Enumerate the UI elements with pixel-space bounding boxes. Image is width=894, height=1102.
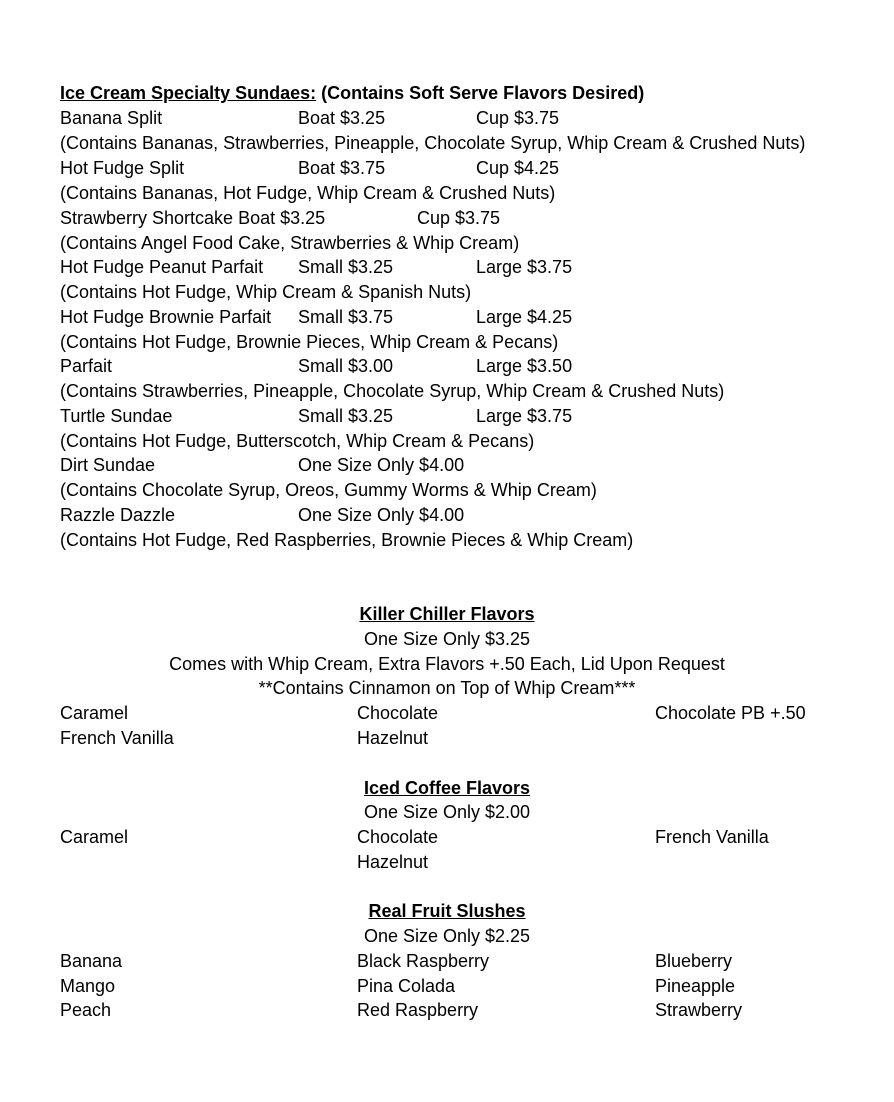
item-price-2: Cup $4.25 <box>476 158 560 178</box>
flavor: Blueberry <box>655 951 733 971</box>
flavor-row <box>0 949 894 974</box>
flavor-row <box>0 974 894 999</box>
item-price-2: Large $3.50 <box>476 356 573 376</box>
item-price-2: Large $3.75 <box>476 257 573 277</box>
sundaes-heading <box>0 81 894 106</box>
item-name: Hot Fudge Split <box>60 158 185 178</box>
item-price-1: Small $3.25 <box>298 257 394 277</box>
iced-coffee-title: Iced Coffee Flavors <box>363 778 531 798</box>
flavor: Caramel <box>60 827 129 847</box>
item-name: Strawberry Shortcake Boat $3.25 <box>60 208 326 228</box>
item-description: (Contains Hot Fudge, Butterscotch, Whip Cream & Pecans) <box>60 431 535 451</box>
slushes-price: One Size Only $2.25 <box>363 926 531 946</box>
flavor: Mango <box>60 976 116 996</box>
flavor: Chocolate <box>357 827 439 847</box>
flavor: French Vanilla <box>60 728 174 748</box>
item-description: (Contains Hot Fudge, Red Raspberries, Brownie Pieces & Whip Cream) <box>60 530 634 550</box>
item-name: Parfait <box>60 356 113 376</box>
flavor: Hazelnut <box>357 852 429 872</box>
menu-item <box>0 255 894 280</box>
item-price-1: One Size Only $4.00 <box>298 505 465 525</box>
killer-chiller-price: One Size Only $3.25 <box>363 629 531 649</box>
item-name: Turtle Sundae <box>60 406 173 426</box>
item-description: (Contains Bananas, Hot Fudge, Whip Cream & Crushed Nuts) <box>60 183 556 203</box>
sundaes-heading-title: Ice Cream Specialty Sundaes: <box>60 83 317 103</box>
flavor: Pina Colada <box>357 976 456 996</box>
menu-item <box>0 503 894 528</box>
item-description: (Contains Hot Fudge, Brownie Pieces, Whip Cream & Pecans) <box>60 332 559 352</box>
flavor-row <box>0 701 894 726</box>
item-description: (Contains Angel Food Cake, Strawberries & Whip Cream) <box>60 233 520 253</box>
menu-item <box>0 106 894 131</box>
killer-chiller-cinnamon-note: **Contains Cinnamon on Top of Whip Cream*** <box>258 678 636 698</box>
item-description: (Contains Strawberries, Pineapple, Chocolate Syrup, Whip Cream & Crushed Nuts) <box>60 381 725 401</box>
flavor: French Vanilla <box>655 827 769 847</box>
flavor-row <box>0 825 894 850</box>
killer-chiller-title: Killer Chiller Flavors <box>359 604 535 624</box>
item-name: Razzle Dazzle <box>60 505 176 525</box>
flavor: Hazelnut <box>357 728 429 748</box>
flavor: Peach <box>60 1000 112 1020</box>
flavor-row <box>0 850 894 875</box>
slushes-title: Real Fruit Slushes <box>368 901 526 921</box>
menu-item <box>0 354 894 379</box>
item-name: Banana Split <box>60 108 163 128</box>
menu-item <box>0 206 894 231</box>
flavor: Red Raspberry <box>357 1000 479 1020</box>
flavor: Strawberry <box>655 1000 743 1020</box>
flavor: Banana <box>60 951 123 971</box>
item-name: Hot Fudge Brownie Parfait <box>60 307 272 327</box>
item-name: Hot Fudge Peanut Parfait <box>60 257 264 277</box>
menu-item <box>0 453 894 478</box>
item-price-1: Boat $3.25 <box>298 108 386 128</box>
item-price-1: Boat $3.75 <box>298 158 386 178</box>
flavor: Chocolate PB +.50 <box>655 703 806 723</box>
item-price-1: Small $3.75 <box>298 307 394 327</box>
flavor-row <box>0 726 894 751</box>
item-price-2: Cup $3.75 <box>417 208 501 228</box>
item-name: Dirt Sundae <box>60 455 156 475</box>
flavor: Chocolate <box>357 703 439 723</box>
flavor-row <box>0 998 894 1023</box>
item-description: (Contains Bananas, Strawberries, Pineapple, Chocolate Syrup, Whip Cream & Crushed Nuts) <box>60 133 806 153</box>
flavor: Caramel <box>60 703 129 723</box>
item-description: (Contains Hot Fudge, Whip Cream & Spanish Nuts) <box>60 282 472 302</box>
menu-item <box>0 305 894 330</box>
item-description: (Contains Chocolate Syrup, Oreos, Gummy Worms & Whip Cream) <box>60 480 597 500</box>
flavor: Black Raspberry <box>357 951 490 971</box>
item-price-2: Large $3.75 <box>476 406 573 426</box>
menu-item <box>0 156 894 181</box>
item-price-1: Small $3.25 <box>298 406 394 426</box>
iced-coffee-price: One Size Only $2.00 <box>363 802 531 822</box>
sundaes-heading-note: (Contains Soft Serve Flavors Desired) <box>316 83 645 103</box>
item-price-1: Small $3.00 <box>298 356 394 376</box>
menu-item <box>0 404 894 429</box>
item-price-2: Large $4.25 <box>476 307 573 327</box>
killer-chiller-note: Comes with Whip Cream, Extra Flavors +.50 Each, Lid Upon Request <box>169 654 725 674</box>
item-price-1: One Size Only $4.00 <box>298 455 465 475</box>
item-price-2: Cup $3.75 <box>476 108 560 128</box>
flavor: Pineapple <box>655 976 736 996</box>
